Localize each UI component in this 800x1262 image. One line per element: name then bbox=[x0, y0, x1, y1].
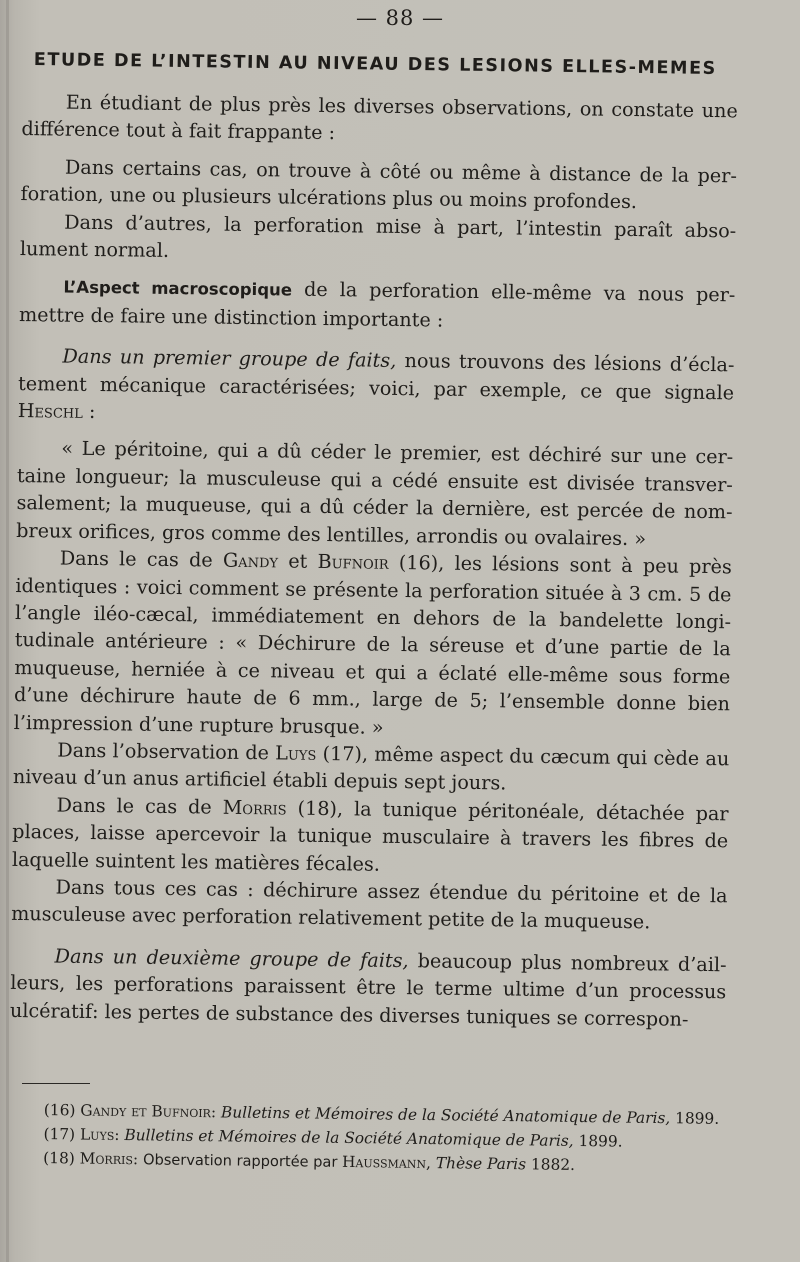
author-gandy: Gandy bbox=[222, 548, 279, 573]
footnote-second-author: Haussmann bbox=[341, 1152, 427, 1173]
footnote-separator-2: , bbox=[425, 1154, 436, 1173]
paragraph-8-a: Dans l’observation de bbox=[57, 738, 276, 765]
section-heading: ETUDE DE L’INTESTIN AU NIVEAU DES LESIONS ELLES-MEMES bbox=[33, 50, 717, 79]
footnote-authors: Luys bbox=[79, 1125, 115, 1144]
footnote-authors: Gandy et Bufnoir bbox=[80, 1101, 212, 1122]
footnote-number: (17) bbox=[43, 1124, 76, 1144]
paragraph-6-quote: « Le péritoine, qui a dû céder le premier, est déchiré sur une certaine longueur; la musculeuse qui a cédé ensuite est divisée transversalement; la muqueuse, qui a dû céder la dernière, est percée de nombreux orifices, gros comme des lentilles, arrondis ou ovalaires. » bbox=[16, 437, 734, 550]
italic-lead-second-group: Dans un deuxième groupe de faits, bbox=[54, 944, 409, 972]
paragraph-8-b: (17), même aspect du cæcum qui cède au niveau d’un anus artificiel établi depuis sept jours. bbox=[12, 741, 730, 795]
paragraph-4 bbox=[19, 272, 736, 337]
paragraph-7 bbox=[14, 544, 732, 745]
footnote-authors: Morris bbox=[79, 1149, 134, 1169]
paragraph-11-text: beaucoup plus nombreux d’ailleurs, les perforations paraissent être le terme ultime d’un processus ulcératif: les pertes de substance des diverses tuniques se correspon- bbox=[9, 948, 727, 1031]
paragraph-1: En étudiant de plus près les diverses observations, on constate une différence tout à fait frappante : bbox=[21, 90, 738, 145]
author-luys: Luys bbox=[275, 741, 317, 765]
footnote-year: 1899. bbox=[573, 1131, 623, 1151]
page-number: — 88 — bbox=[355, 6, 445, 30]
footnote-separator: : bbox=[114, 1125, 125, 1145]
footnote-number: (18) bbox=[43, 1148, 75, 1168]
bold-lead-aspect: L’Aspect macroscopique bbox=[63, 277, 293, 300]
footnote-note: Observation rapportée par bbox=[142, 1151, 343, 1171]
footnote-source-title: Thèse Paris bbox=[435, 1154, 527, 1174]
paragraph-10: Dans tous ces cas : déchirure assez étendue du péritoine et de la musculeuse avec perforation relativement petite de la muqueuse. bbox=[11, 875, 728, 934]
footnote-year: 1882. bbox=[525, 1155, 576, 1174]
paragraph-8 bbox=[13, 736, 730, 800]
paragraph-4-text: de la perforation elle-même va nous permettre de faire une distinction importante : bbox=[18, 277, 736, 332]
author-bufnoir: Bufnoir bbox=[317, 550, 389, 574]
paragraph-5 bbox=[18, 342, 735, 434]
paragraph-11 bbox=[10, 942, 727, 1034]
footnotes bbox=[43, 1098, 764, 1180]
footnote-separator: : bbox=[132, 1150, 144, 1169]
footnote-divider bbox=[22, 1083, 90, 1084]
footnote-source-title: Bulletins et Mémoires de la Société Anatomique de Paris, bbox=[124, 1126, 574, 1150]
paragraph-5-tail: : bbox=[82, 399, 96, 424]
footnote-number: (16) bbox=[43, 1100, 76, 1120]
paragraph-9-a: Dans le cas de bbox=[56, 793, 223, 819]
body-text bbox=[10, 88, 738, 1033]
paragraph-7-c: (16), les lésions sont à peu près identiques : voici comment se présente la perforation située à 3 cm. 5 de l’angle iléo-cæcal, immédiatement en dehors de la bandelette longitudinale antérieure : « Déchirure de la séreuse et d’une partie de la muqueuse, herniée à ce niveau et qui a éclaté elle-même sous forme d’une déchirure haute de 6 mm., large de 5; l’ensemble donne bien l’impression d’une rupture brusque. » bbox=[13, 550, 732, 739]
paragraph-5-text: nous trouvons des lésions d’éclatement mécanique caractérisées; voici, par exemple, ce que signale bbox=[17, 349, 735, 405]
footnote-separator: : bbox=[210, 1103, 222, 1122]
paragraph-2: Dans certains cas, on trouve à côté ou même à distance de la perforation, une ou plusieurs ulcérations plus ou moins profondes. bbox=[20, 155, 738, 214]
author-heschl: Heschl bbox=[17, 399, 83, 423]
paragraph-9 bbox=[12, 791, 729, 883]
footnote-year: 1899. bbox=[670, 1109, 720, 1128]
italic-lead-first-group: Dans un premier groupe de faits, bbox=[62, 344, 397, 373]
binding-gutter bbox=[6, 0, 9, 1262]
paragraph-7-a: Dans le cas de bbox=[59, 546, 224, 572]
paragraph-9-b: (18), la tunique péritonéale, détachée par places, laisse apercevoir la tunique musculaire à travers les fibres de laquelle suintent les matières fécales. bbox=[11, 796, 729, 876]
paragraph-3: Dans d’autres, la perforation mise à part, l’intestin paraît absolument normal. bbox=[19, 210, 737, 262]
paragraph-7-b: et bbox=[277, 549, 318, 574]
footnote-source-title: Bulletins et Mémoires de la Société Anatomique de Paris, bbox=[220, 1103, 671, 1128]
author-morris: Morris bbox=[222, 795, 287, 820]
